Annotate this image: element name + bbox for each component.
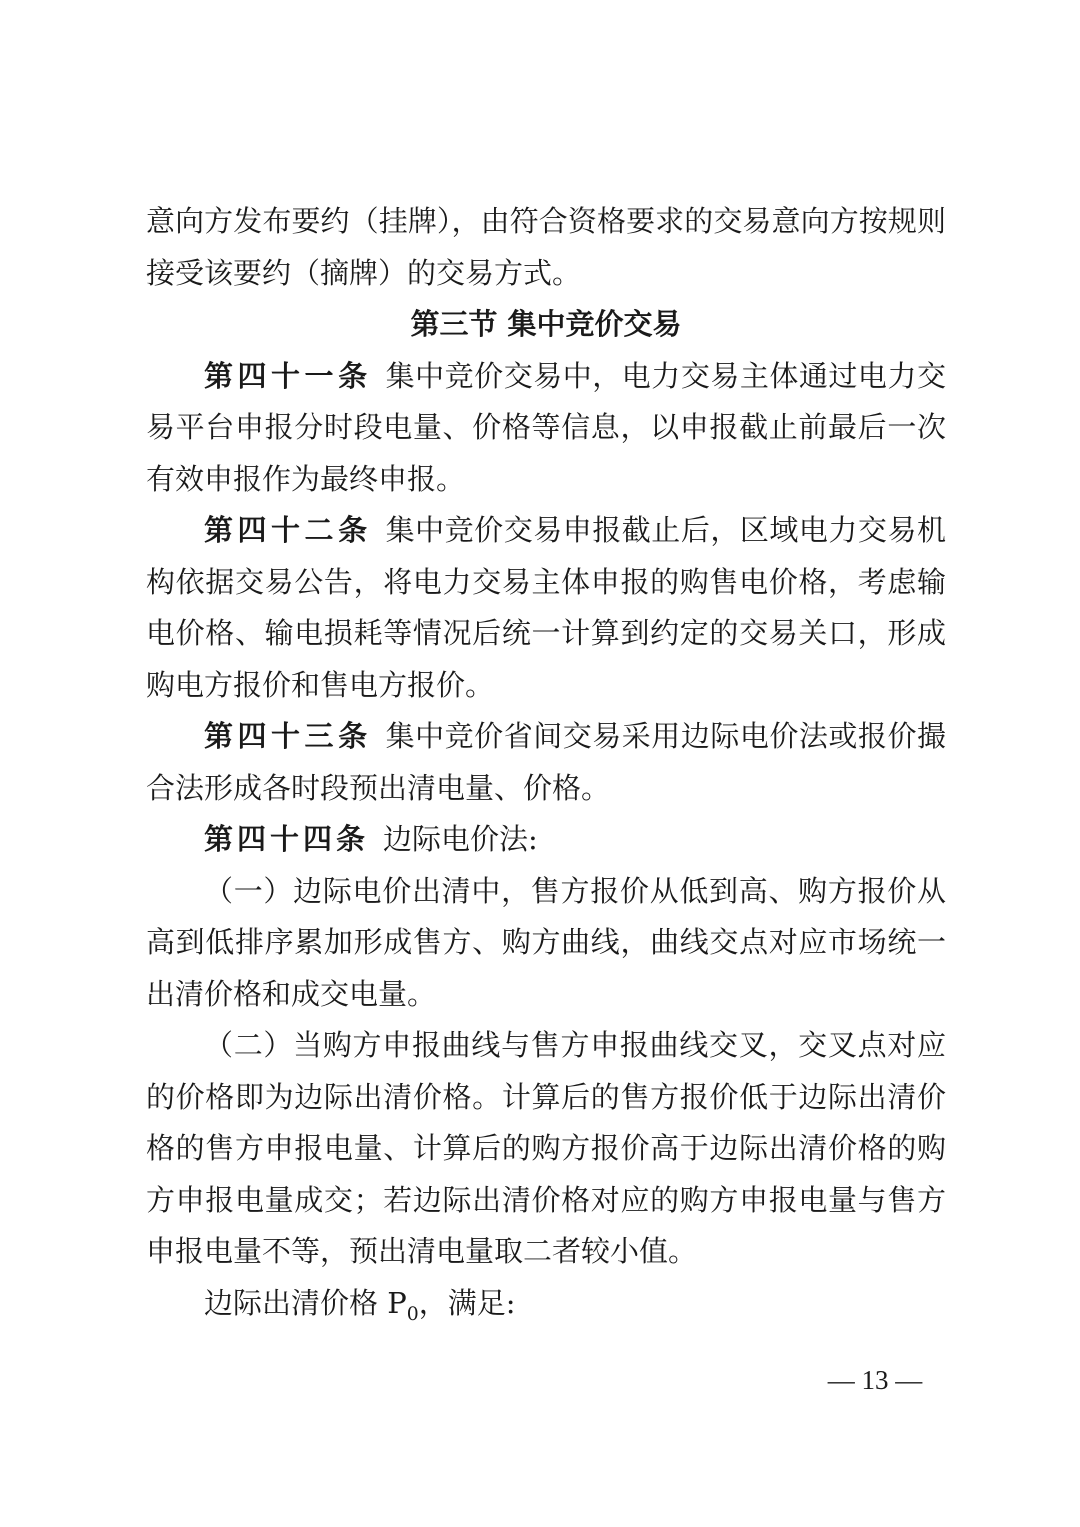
article-44 (146, 814, 946, 866)
article-42 (146, 505, 946, 711)
formula-subscript: 0 (406, 1303, 419, 1325)
article-text: 集中竞价省间交易采用边际电价法或报价撮合法形成各时段预出清电量、价格。 (146, 719, 946, 805)
article-41 (146, 351, 946, 506)
article-text: 集中竞价交易中，电力交易主体通过电力交易平台申报分时段电量、价格等信息，以申报截止前最后一次有效申报作为最终申报。 (146, 358, 946, 496)
article-label: 第四十一条 (204, 358, 372, 393)
article-label: 第四十四条 (204, 822, 370, 856)
clause-2: （二）当购方申报曲线与售方申报曲线交叉，交叉点对应的价格即为边际出清价格。计算后的售方报价低于边际出清价格的售方申报电量、计算后的购方报价高于边际出清价格的购方申报电量成交；若边际出清价格对应的购方申报电量与售方申报电量不等，预出清电量取二者较小值。 (146, 1028, 946, 1268)
document-body (146, 196, 946, 1329)
formula-intro-before: 边际出清价格 P (204, 1285, 407, 1320)
article-43 (146, 711, 946, 814)
article-text: 边际电价法: (383, 822, 538, 856)
article-label: 第四十二条 (204, 513, 372, 547)
continuation-paragraph: 意向方发布要约（挂牌），由符合资格要求的交易意向方按规则接受该要约（摘牌）的交易方式。 (146, 204, 946, 290)
article-label: 第四十三条 (204, 719, 372, 753)
page-number: — 13 — (827, 1365, 923, 1395)
formula-intro-after: ，满足: (418, 1285, 516, 1320)
section-title: 第三节 集中竞价交易 (410, 307, 682, 341)
formula-intro (146, 1278, 946, 1330)
article-text: 集中竞价交易申报截止后，区域电力交易机构依据交易公告，将电力交易主体申报的购售电价格，考虑输电价格、输电损耗等情况后统一计算到约定的交易关口，形成购电方报价和售电方报价。 (146, 513, 946, 702)
clause-1: （一）边际电价出清中，售方报价从低到高、购方报价从高到低排序累加形成售方、购方曲线，曲线交点对应市场统一出清价格和成交电量。 (146, 873, 946, 1011)
